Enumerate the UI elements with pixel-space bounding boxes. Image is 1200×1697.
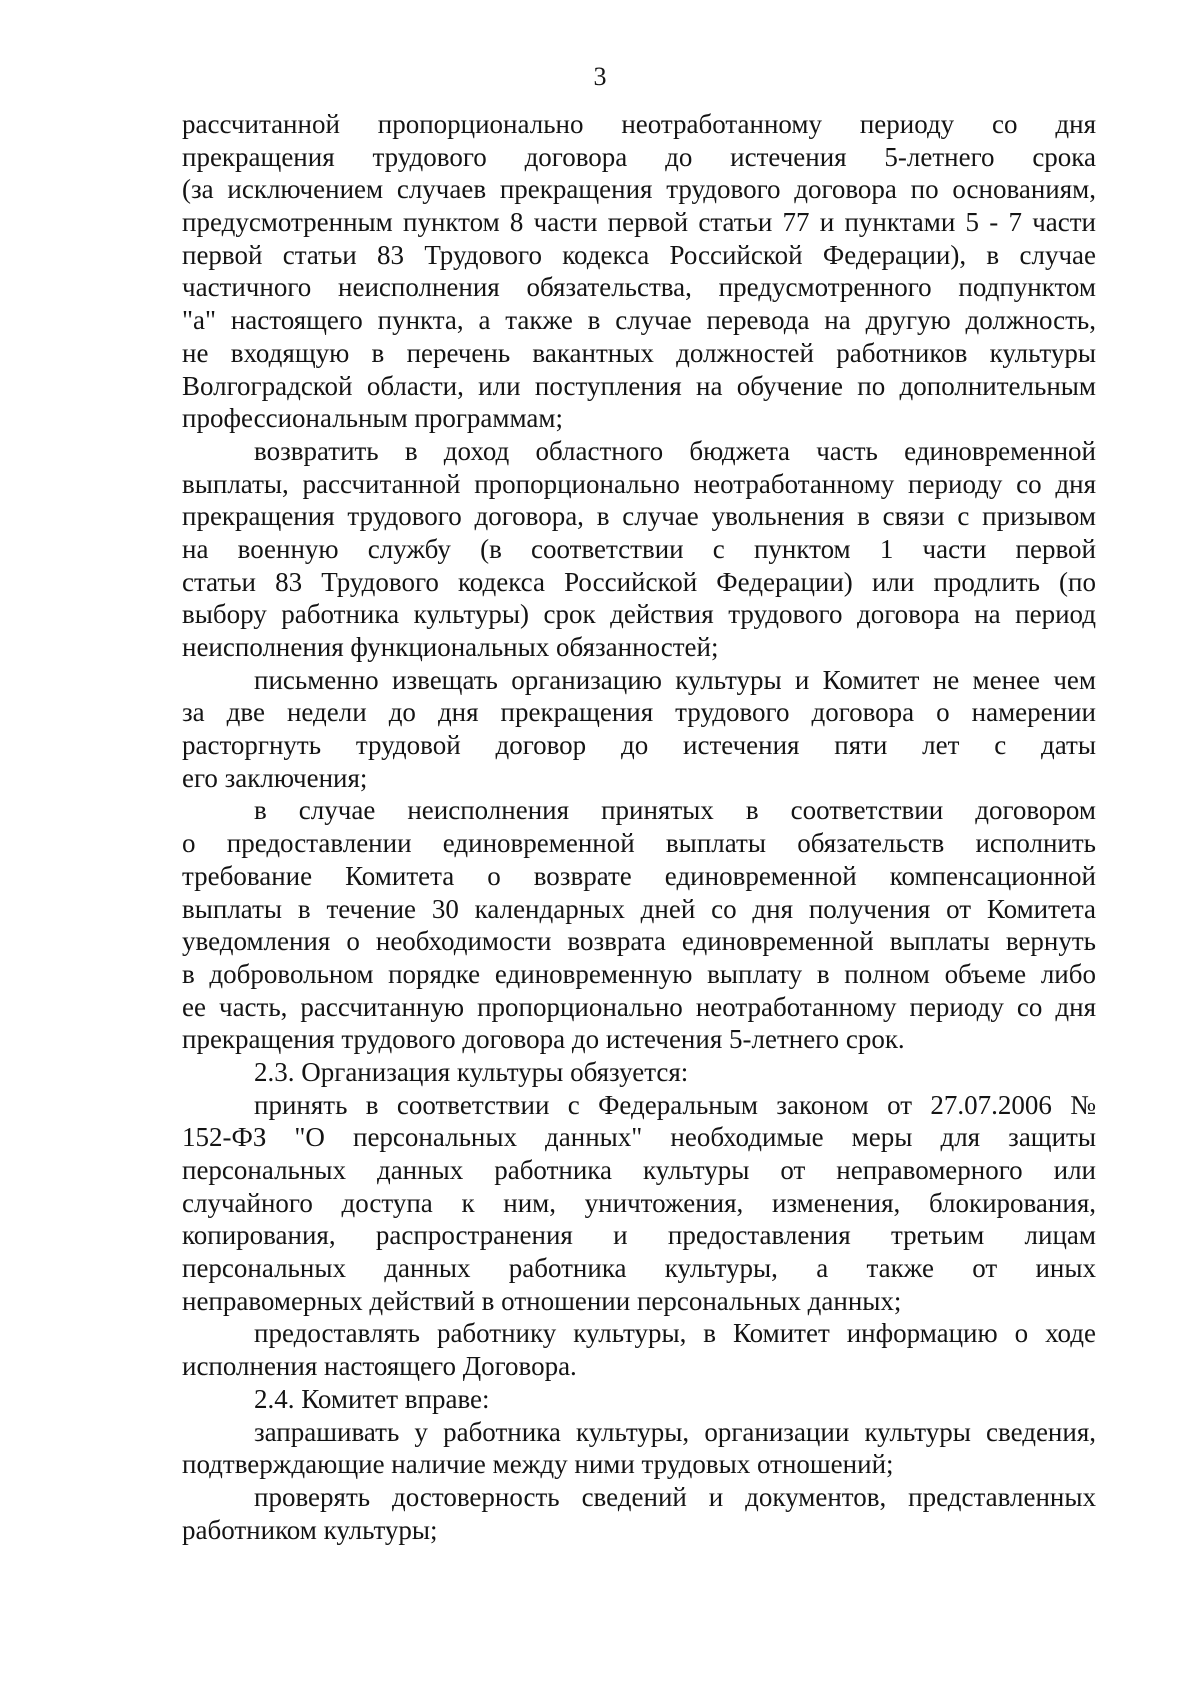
text-line: персональных данных работника культуры от неправомерного или	[182, 1155, 1096, 1185]
text-line: прекращения трудового договора до истечения 5-летнего срок.	[182, 1024, 905, 1055]
text-line: запрашивать у работника культуры, организации культуры сведения,	[254, 1416, 1096, 1447]
text-line: расторгнуть трудовой договор до истечения пяти лет с даты	[182, 730, 1096, 761]
text-line: персональных данных работника культуры, а также от иных	[182, 1253, 1096, 1284]
text-line: не входящую в перечень вакантных должностей работников культуры	[182, 337, 1096, 368]
text-line: статьи 83 Трудового кодекса Российской Федерации) или продлить (по	[182, 566, 1096, 597]
text-line: в случае неисполнения принятых в соответствии договором	[254, 795, 1096, 826]
text-line: за две недели до дня прекращения трудового договора о намерении	[182, 697, 1096, 728]
text-line: неисполнения функциональных обязанностей;	[182, 632, 719, 662]
text-line: 2.4. Комитет вправе:	[254, 1383, 490, 1414]
text-line: (за исключением случаев прекращения трудового договора по основаниям,	[182, 174, 1096, 205]
text-line: копирования, распространения и предоставления третьим лицам	[182, 1220, 1096, 1251]
text-line: исполнения настоящего Договора.	[182, 1351, 577, 1382]
text-line: письменно извещать организацию культуры и Комитет не менее чем	[254, 664, 1096, 695]
text-line: возвратить в доход областного бюджета часть единовременной	[254, 435, 1096, 466]
text-line: 2.3. Организация культуры обязуется:	[254, 1056, 689, 1087]
text-line: "а" настоящего пункта, а также в случае перевода на другую должность,	[182, 305, 1096, 336]
text-line: первой статьи 83 Трудового кодекса Российской Федерации), в случае	[182, 239, 1096, 270]
text-line: его заключения;	[182, 762, 368, 793]
text-line: проверять достоверность сведений и документов, представленных	[254, 1481, 1096, 1512]
text-line: принять в соответствии с Федеральным законом от 27.07.2006 №	[254, 1089, 1096, 1120]
text-line: прекращения трудового договора до истечения 5-летнего срока	[182, 141, 1096, 172]
text-line: требование Комитета о возврате единовременной компенсационной	[182, 860, 1096, 891]
page-number: 3	[593, 62, 607, 91]
text-line: ее часть, рассчитанную пропорционально неотработанному периоду со дня	[182, 991, 1096, 1022]
text-line: предусмотренным пунктом 8 части первой статьи 77 и пунктами 5 - 7 части	[182, 207, 1096, 238]
text-line: рассчитанной пропорционально неотработанному периоду со дня	[182, 109, 1096, 139]
text-line: выплаты в течение 30 календарных дней со дня получения от Комитета	[182, 893, 1096, 924]
text-line: уведомления о необходимости возврата единовременной выплаты вернуть	[182, 926, 1096, 957]
text-line: о предоставлении единовременной выплаты обязательств исполнить	[182, 828, 1096, 859]
text-line: работником культуры;	[182, 1514, 438, 1545]
text-line: в добровольном порядке единовременную выплату в полном объеме либо	[182, 958, 1096, 989]
text-line: случайного доступа к ним, уничтожения, изменения, блокирования,	[182, 1187, 1096, 1218]
text-line: выбору работника культуры) срок действия трудового договора на период	[182, 599, 1096, 630]
text-line: подтверждающие наличие между ними трудовых отношений;	[182, 1449, 894, 1480]
text-line: Волгоградской области, или поступления на обучение по дополнительным	[182, 370, 1096, 401]
text-line: профессиональным программам;	[182, 403, 563, 434]
text-line: неправомерных действий в отношении персональных данных;	[182, 1285, 902, 1316]
text-line: прекращения трудового договора, в случае увольнения в связи с призывом	[182, 501, 1096, 532]
text-line: предоставлять работнику культуры, в Комитет информацию о ходе	[254, 1318, 1096, 1349]
text-line: на военную службу (в соответствии с пунктом 1 части первой	[182, 533, 1096, 564]
text-line: выплаты, рассчитанной пропорционально неотработанному периоду со дня	[182, 468, 1096, 499]
document-body	[182, 108, 1096, 1546]
text-line: частичного неисполнения обязательства, предусмотренного подпунктом	[182, 272, 1096, 303]
text-line: 152-ФЗ "О персональных данных" необходимые меры для защиты	[182, 1122, 1096, 1153]
